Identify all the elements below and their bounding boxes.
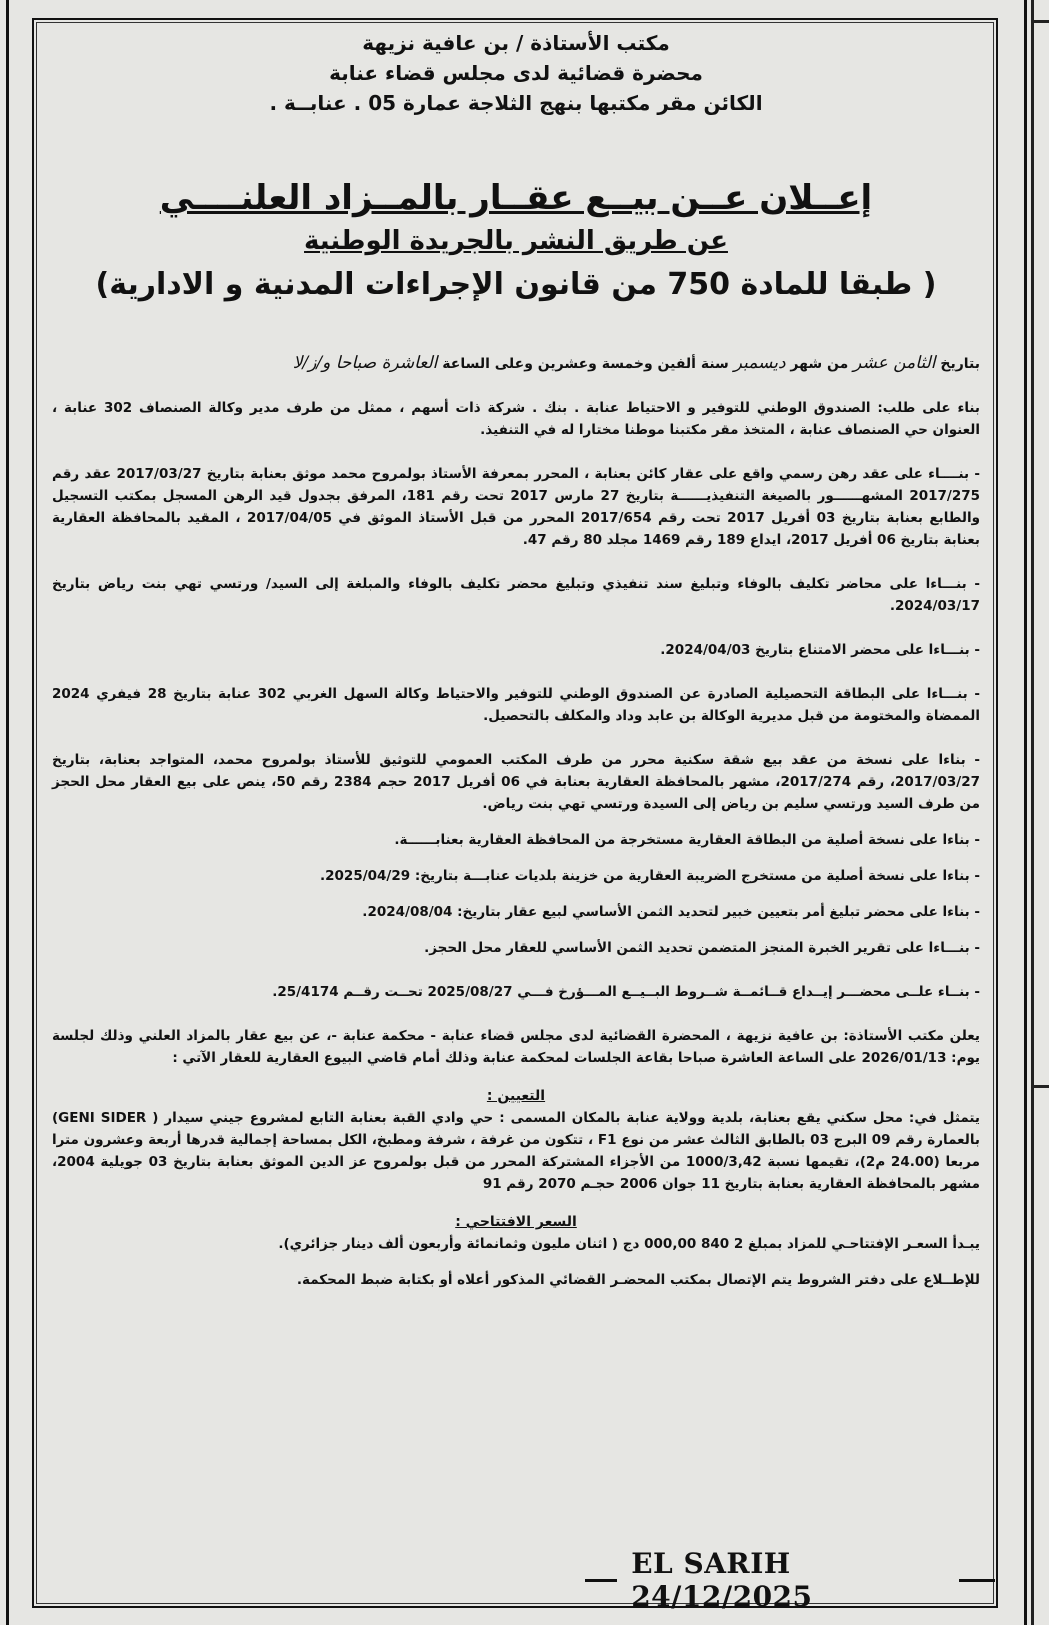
- column-rule-left: [6, 0, 9, 1625]
- designation-text: يتمثل في: محل سكني يقع بعنابة، بلدية وولاية عنابة بالمكان المسمى : حي وادي القبة بعنابة التابع لمشروع جيني سيدار ( GENI SIDER) بالعمارة رقم 09 البرج 03 بالطابق الثالث عشر من نوع F1 ، تتكون من غرفة ، شرفة ومطبخ، الكل بمساحة إجمالية قدرها أربعة وعشرون مترا مربعا (24.00 م2)، تقيمها نسبة 1000/3,42 من الأجزاء المشتركة المحرر من قبل بولمروح عز الدين الموثق بعنابة بتاريخ 03 جويلية 2004، مشهر بالمحافظة العقارية بعنابة بتاريخ 11 جوان 2006 حجـم 2070 رقم 91: [52, 1110, 981, 1192]
- date-prefix: بتاريخ: [940, 356, 980, 372]
- paragraph-refusal: - بنـــاءا على محضر الامتناع بتاريخ 2024/04/03.: [660, 642, 980, 658]
- column-rule-tick: [1031, 1085, 1049, 1088]
- footer-rule-left: [585, 1579, 617, 1582]
- footer-rule-right: [959, 1579, 995, 1582]
- date-month-handwritten: ديسمبر: [733, 353, 786, 373]
- header-line-1: مكتب الأستاذة / بن عافية نزيهة: [362, 31, 670, 55]
- notice-subtitle: عن طريق النشر بالجريدة الوطنية: [304, 226, 728, 256]
- paragraph-collection-card: - بنـــاءا على البطاقة التحصيلية الصادرة عن الصندوق الوطني للتوفير والاحتياط وكالة السهل الغربي 302 عنابة بتاريخ 28 فيفري 2024 الممضاة والمختومة من قبل مديرية الوكالة بن عابد وداد والمكلف بالتحصيل.: [52, 686, 980, 724]
- price-label: السعر الافتتاحي :: [455, 1214, 577, 1230]
- paragraph-tax-extract: - بناءا على نسخة أصلية من مستخرج الضريبة العقارية من خزينة بلديات عنابـــة بتاريخ: 2025/04/29.: [320, 868, 980, 884]
- newspaper-date: EL SARIH 24/12/2025: [631, 1547, 813, 1613]
- header-line-2: محضرة قضائية لدى مجلس قضاء عنابة: [329, 61, 703, 85]
- auction-announcement: يعلن مكتب الأستاذة: بن عافية نزيهة ، المحضرة القضائية لدى مجلس قضاء عنابة - محكمة عنابة -، عن بيع عقار بالمزاد العلني وذلك لجلسة يوم: 2026/01/13 على الساعة العاشرة صباحا بقاعة الجلسات لمحكمة عنابة وذلك أمام قاضي البيوع العقارية للعقار الآتي :: [52, 1028, 980, 1066]
- column-rule-tick: [1031, 20, 1049, 23]
- notice-content: [52, 28, 980, 1291]
- column-rule-right-2: [1031, 0, 1034, 1625]
- paragraph-expert-report: - بنـــاءا على تقرير الخبرة المنجز المتضمن تحديد الثمن الأساسي للعقار محل الحجز.: [424, 940, 980, 956]
- publication-footer: [585, 1547, 995, 1613]
- legal-article-title: ( طبقا للمادة 750 من قانون الإجراءات المدنية و الادارية): [95, 267, 937, 302]
- paragraph-sale-deed: - بناءا على نسخة من عقد بيع شقة سكنية محرر من طرف المكتب العمومي للتوثيق للأستاذ بولمروح محمد، المتواجد بعنابة، بتاريخ 2017/03/27، رقم 2017/274، مشهر بالمحافظة العقارية بعنابة في 06 أفريل 2017 حجم 2384 رقم 50، ينص على بيع العقار محل الحجز من طرف السيد ورتسي سليم بن رياض إلى السيدة ورتسي تهي بنت رياض.: [52, 752, 980, 812]
- date-day-handwritten: الثامن عشر: [853, 353, 936, 373]
- designation-label: التعيين :: [486, 1088, 546, 1104]
- paragraph-land-card: - بناءا على نسخة أصلية من البطاقة العقارية مستخرجة من المحافظة العقارية بعنابــــــة.: [394, 832, 980, 848]
- date-hour-handwritten: العاشرة صباحا و/ز/لا: [292, 353, 438, 373]
- paragraph-mortgage: - بنــــاء على عقد رهن رسمي واقع على عقار كائن بعنابة ، المحرر بمعرفة الأستاذ بولمروح محمد موثق بعنابة بتاريخ 2017/03/27 عقد رقم 2017/275 المشهــــــور بالصيغة التنفيذيــــــة بتاريخ 27 مارس 2017 تحت رقم 181، المرفق بجدول قيد الرهن المسجل بمكتب التسجيل والطابع بعنابة بتاريخ 03 أفريل 2017 تحت رقم 2017/654 المحرر من قبل الأستاذ الموثق في 2017/04/05 ، المقيد بالمحافظة العقارية بعنابة بتاريخ 06 أفريل 2017، ايداع 189 رقم 1469 مجلد 80 رقم 47.: [52, 466, 981, 548]
- date-month-label: من شهر: [790, 356, 849, 372]
- conditions-info-text: للإطــلاع على دفتر الشروط يتم الإتصال بمكتب المحضـر القضائي المذكور أعلاه أو بكتابة ضبط المحكمة.: [296, 1272, 980, 1288]
- paragraph-expert-order: - بناءا على محضر تبليغ أمر بتعيين خبير لتحديد الثمن الأساسي لبيع عقار بتاريخ: 2024/08/04.: [362, 904, 980, 920]
- opening-price-text: يبـدأ السعـر الإفتتاحـي للمزاد بمبلغ 2 840 000,00 دج ( اثنان مليون وثمانمائة وأربعون ألف دينار جزائري).: [278, 1236, 980, 1252]
- paragraph-summons: - بنـــاءا على محاضر تكليف بالوفاء وتبليغ سند تنفيذي وتبليغ محضر تكليف بالوفاء والمبلغة إلى السيد/ ورتسي تهي بنت رياض بتاريخ 2024/03/17.: [52, 576, 980, 614]
- header-line-3: الكائن مقر مكتبها بنهج الثلاجة عمارة 05 . عنابــة .: [269, 91, 763, 115]
- paragraph-conditions-deposit: - بنــاء علــى محضـــر إيــداع قــائمــة شــروط البــيــع المـــؤرخ فـــي 2025/08/27 تحــت رقــم 25/4174.: [272, 984, 980, 1000]
- bailiff-header: [52, 28, 980, 118]
- notice-title: إعــلان عــن بيــع عقــار بالمــزاد العلنــــي: [159, 178, 873, 218]
- date-line: [52, 352, 980, 375]
- date-year-text: سنة ألفين وخمسة وعشرين وعلى الساعة: [442, 356, 729, 372]
- column-rule-right: [1024, 0, 1027, 1625]
- paragraph-requester: بناء على طلب: الصندوق الوطني للتوفير و الاحتياط عنابة . بنك . شركة ذات أسهم ، ممثل من طرف مدير وكالة الصنصاف 302 عنابة ، العنوان حي الصنصاف عنابة ، المتخذ مقر مكتبنا موطنا مختارا له في التنفيذ.: [52, 400, 981, 438]
